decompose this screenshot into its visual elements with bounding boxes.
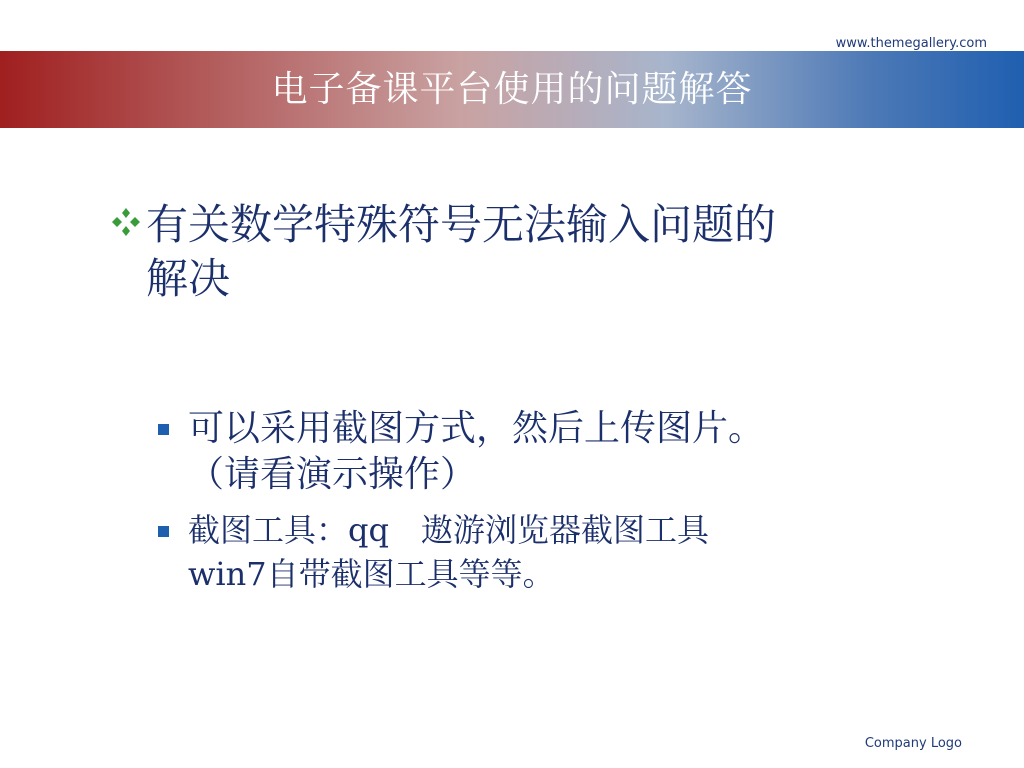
list-item-line-1: 可以采用截图方式，然后上传图片。 bbox=[188, 408, 765, 449]
diamond-bullet-icon bbox=[106, 202, 146, 242]
square-bullet-icon bbox=[158, 424, 169, 435]
heading-line-1: 有关数学特殊符号无法输入问题的 bbox=[146, 200, 777, 249]
company-logo: Company Logo bbox=[864, 736, 962, 751]
list-item bbox=[158, 406, 958, 498]
list-item-line-2: （请看演示操作） bbox=[188, 454, 477, 495]
square-bullet-icon bbox=[158, 526, 169, 537]
bullet-list bbox=[158, 406, 958, 606]
heading-line-2: 解决 bbox=[146, 254, 231, 303]
list-item-line-2: win7自带截图工具等等。 bbox=[188, 555, 555, 593]
slide-title: 电子备课平台使用的问题解答 bbox=[271, 69, 753, 110]
list-item bbox=[158, 508, 958, 596]
list-item-line-1: 截图工具：qq 遨游浏览器截图工具 bbox=[188, 511, 709, 549]
site-url: www.themegallery.com bbox=[835, 36, 987, 51]
section-heading bbox=[106, 198, 936, 306]
